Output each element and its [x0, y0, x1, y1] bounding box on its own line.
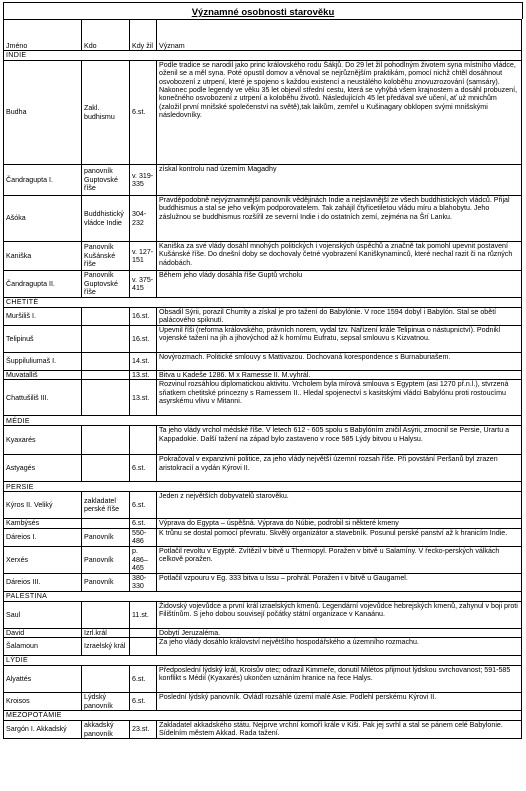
cell-when: 6.st. [130, 666, 157, 693]
cell-desc: Rozvinul rozsáhlou diplomatickou aktivitu. Vrcholem byla mírová smlouva s Egyptem (asi 1270 př.n.l.), stvrzená sňatkem chetitské princezny s Ramessem II.. Hledal spojenectví s kasitskými vládci Babylónu proti rostoucímu asyrskému vlivu v Mitanni. [157, 380, 522, 416]
cell-desc: Potlačil revoltu v Egyptě. Zvítězil v bitvě u Thermopyl. Poražen v bitvě u Salamíny. V řecko-perských válkách celkově poražen. [157, 546, 522, 573]
cell-name: Chattušiliš III. [4, 380, 82, 416]
cell-when: 13.st. [130, 380, 157, 416]
cell-who [82, 426, 130, 455]
section-label: PALESTINA [4, 591, 522, 601]
table-row [4, 721, 522, 739]
table-row [4, 601, 522, 628]
cell-who: Panovník [82, 573, 130, 591]
table-row [4, 426, 522, 455]
cell-who: Lýdský panovník [82, 693, 130, 711]
table-row [4, 61, 522, 165]
cell-when: 6.st. [130, 519, 157, 528]
cell-who: Panovník [82, 528, 130, 546]
cell-when: 6.st. [130, 455, 157, 482]
table-row [4, 693, 522, 711]
cell-desc: Za jeho vlády dosáhlo království největšího hospodářského a územního rozmachu. [157, 638, 522, 656]
table-row [4, 165, 522, 196]
header-when: Kdy žil [130, 20, 157, 51]
table-row [4, 371, 522, 380]
section-row [4, 656, 522, 666]
page-title: Významné osobnosti starověku [191, 7, 335, 18]
section-label: MÉDIE [4, 416, 522, 426]
cell-desc: Podle tradice se narodil jako princ královského rodu Šákjů. Do 29 let žil pohodlným životem syna místního vládce, oženil se a měl syna. Poté opustil domov a věnoval se nejrůznějším praktikám, pomocí nichž chtěl dosáhnout osvobození z utrpení, které je spojeno s každou existencí a neustálého koloběhu znovuzrozování (samsáry). Nakonec podle legendy ve věku 35 let objevil střední cestu, která se vyhýbá všem krajnostem a dosáhl probuzení, konečného osvobození z utrpení a koloběhu životů. Následujících 45 let předával své učení, ať už mnichům (založil první mnišské společenství na světě),tak laikům, zemřel u Kušinagary obklopen svými mnišskými následovníky. [157, 61, 522, 165]
cell-who [82, 519, 130, 528]
header-desc: Význam [157, 20, 522, 51]
cell-name: Budha [4, 61, 82, 165]
cell-desc: Potlačil vzpouru v Eg. 333 bitva u Issu – prohrál. Poražen i v bitvě u Gaugamel. [157, 573, 522, 591]
table-row [4, 573, 522, 591]
cell-desc: Jeden z největších dobyvatelů starověku. [157, 492, 522, 519]
cell-when: v. 375-415 [130, 271, 157, 298]
cell-desc: Židovský vojevůdce a první král izraelských kmenů. Legendární vojevůdce hebrejských kmenů, zahynul v boji proti Filištínům. S jeho dobou souvisejí počátky státní organizace v Kanaánu. [157, 601, 522, 628]
cell-who [82, 380, 130, 416]
cell-name: Muršiliš I. [4, 308, 82, 326]
cell-name: Čandragupta I. [4, 165, 82, 196]
table-row [4, 628, 522, 637]
cell-when: 550-486 [130, 528, 157, 546]
cell-who [82, 353, 130, 371]
cell-when: v. 319-335 [130, 165, 157, 196]
table-row [4, 271, 522, 298]
cell-when: 6.st. [130, 693, 157, 711]
section-label: CHETITÉ [4, 298, 522, 308]
cell-who: Panovník Kušánské říše [82, 242, 130, 271]
cell-when: 6.st. [130, 61, 157, 165]
cell-who: Panovník [82, 546, 130, 573]
header-who: Kdo [82, 20, 130, 51]
cell-desc: Kaniška za své vlády dosáhl mnohých politických i vojenských úspěchů a značně tak pomohl upevnit postavení Kušánské říše. Do dnešní doby se dochovaly četné vyobrazení Kaniškynaminců, které nechal razit či na různých nádobách. [157, 242, 522, 271]
cell-when [130, 638, 157, 656]
cell-who: panovník Guptovské říše [82, 165, 130, 196]
table-row [4, 638, 522, 656]
cell-desc: Poslední lýdský panovník. Ovládl rozsáhlé území malé Asie. Podlehl perskému Kýrovi II. [157, 693, 522, 711]
section-row [4, 711, 522, 721]
title-box [3, 2, 523, 19]
cell-name: Kambýsés [4, 519, 82, 528]
cell-who: Izraelský král [82, 638, 130, 656]
table-row [4, 528, 522, 546]
cell-when: 11.st. [130, 601, 157, 628]
cell-name: David [4, 628, 82, 637]
cell-who: Buddhistický vládce Indie [82, 196, 130, 242]
cell-when: 16.st. [130, 308, 157, 326]
cell-name: Šuppiluliumaš I. [4, 353, 82, 371]
section-label: PERSIE [4, 482, 522, 492]
cell-when: 13.st. [130, 371, 157, 380]
cell-who [82, 601, 130, 628]
cell-name: Kyaxarés [4, 426, 82, 455]
table-row [4, 519, 522, 528]
cell-when [130, 426, 157, 455]
section-label: LÝDIE [4, 656, 522, 666]
cell-desc: Upevnil říši (reforma královského, právních norem, vydal tzv. Nařízení krále Telipinua o nástupnictví). Podnikl vojenské tažení na jih a jihovýchod až k hornímu Eufratu, sepsal smlouvu s Kizvatnou. [157, 326, 522, 353]
cell-desc: Zakladatel akkadského státu. Nejprve vrchní komoří krále v Kiši. Pak jej svrhl a stal se pánem celé Babylonie. Sídelním městem Akkad. Rada tažení. [157, 721, 522, 739]
cell-who: Izrl.král [82, 628, 130, 637]
cell-who [82, 455, 130, 482]
cell-desc: Novýrozmach. Politické smlouvy s Mattivazou. Dochovaná korespondence s Burnaburiašem. [157, 353, 522, 371]
cell-name: Dáreios III. [4, 573, 82, 591]
cell-when: 16.st. [130, 326, 157, 353]
table-row [4, 546, 522, 573]
section-label: INDIE [4, 51, 522, 61]
cell-desc: Výprava do Egypta – úspěšná. Výprava do Núbie, podrobil si některé kmeny [157, 519, 522, 528]
cell-name: Šalamoun [4, 638, 82, 656]
cell-when: 304-232 [130, 196, 157, 242]
cell-when: 14.st. [130, 353, 157, 371]
cell-name: Čandragupta II. [4, 271, 82, 298]
cell-desc: Pokračoval v expanzivní politice, za jeho vlády největší územní rozsah říše. Při povstání Peršanů byl zrazen aristokracií a vydán Kýrovi II. [157, 455, 522, 482]
cell-name: Kýros II. Veliký [4, 492, 82, 519]
cell-name: Telipinuš [4, 326, 82, 353]
section-row [4, 482, 522, 492]
section-label: MEZOPOTÁMIE [4, 711, 522, 721]
section-row [4, 591, 522, 601]
table-row [4, 242, 522, 271]
cell-who [82, 666, 130, 693]
cell-name: Muvatalliš [4, 371, 82, 380]
table-body [4, 20, 522, 739]
table-row [4, 308, 522, 326]
cell-desc: Pravděpodobně nejvýznamnější panovník vědějinách Indie a nejslavnější ze všech buddhistických vládců. Přijal buddhismus a stal se jeho velkým podporovatelem. Tak zahájil čtyřicetiletou vládu míru a blahobytu. Jeho záslužnou se buddhismus rozšířil ze severní Indie i do ostatních zemí, zejména na Šrí Lanku. [157, 196, 522, 242]
table-row [4, 455, 522, 482]
cell-who: Zakl. budhismu [82, 61, 130, 165]
cell-when [130, 628, 157, 637]
cell-name: Kaniška [4, 242, 82, 271]
cell-when: 380-330 [130, 573, 157, 591]
header-row [4, 20, 522, 51]
cell-name: Ašóka [4, 196, 82, 242]
table-row [4, 353, 522, 371]
table-row [4, 492, 522, 519]
section-row [4, 416, 522, 426]
persons-table [3, 19, 522, 739]
table-row [4, 380, 522, 416]
cell-desc: K trůnu se dostal pomocí převratu. Skvělý organizátor a stavebník. Posunul perské panství až k hranicím Indie. [157, 528, 522, 546]
cell-name: Kroisos [4, 693, 82, 711]
cell-desc: Dobytí Jeruzaléma. [157, 628, 522, 637]
cell-name: Dáreios I. [4, 528, 82, 546]
cell-who [82, 326, 130, 353]
cell-when: 23.st. [130, 721, 157, 739]
section-row [4, 298, 522, 308]
cell-who: Panovník Guptovské říše [82, 271, 130, 298]
cell-desc: získal kontrolu nad územím Magadhy [157, 165, 522, 196]
cell-when: p. 486–465 [130, 546, 157, 573]
section-row [4, 51, 522, 61]
table-row [4, 196, 522, 242]
cell-who [82, 308, 130, 326]
table-row [4, 326, 522, 353]
cell-desc: Předposlední lýdský král, Kroisův otec; odrazil Kimmeře, donutil Milétos přijmout lýdskou svrchovanost; 591-585 konflikt s Médií (Kyaxarés) ukončen uznáním hranice na řece Halys. [157, 666, 522, 693]
table-row [4, 666, 522, 693]
cell-who: zakladatel perské říše [82, 492, 130, 519]
cell-desc: Během jeho vlády dosáhla říše Guptů vrcholu [157, 271, 522, 298]
cell-who: akkadský panovník [82, 721, 130, 739]
cell-name: Alyattés [4, 666, 82, 693]
cell-name: Sargón I. Akkadský [4, 721, 82, 739]
cell-desc: Obsadil Sýrii, porazil Churrity a získal je pro tažení do Babylónie. V roce 1594 dobyl i Babylón. Stal se obětí palácového spiknutí. [157, 308, 522, 326]
cell-when: v. 127-151 [130, 242, 157, 271]
header-name: Jméno [4, 20, 82, 51]
cell-who [82, 371, 130, 380]
cell-name: Astyagés [4, 455, 82, 482]
cell-when: 6.st. [130, 492, 157, 519]
cell-name: Saul [4, 601, 82, 628]
cell-name: Xerxés [4, 546, 82, 573]
cell-desc: Ta jeho vlády vrchol médské říše. V letech 612 - 605 spolu s Babylóním zničil Asýrii, zmocnil se Persie, Urartu a Kappadokie. Další tažení na západ bylo zastaveno v roce 585 Lýdy bitvou u Halysu. [157, 426, 522, 455]
cell-desc: Bitva u Kadeše 1286. M x Ramesse II. M.vyhrál. [157, 371, 522, 380]
